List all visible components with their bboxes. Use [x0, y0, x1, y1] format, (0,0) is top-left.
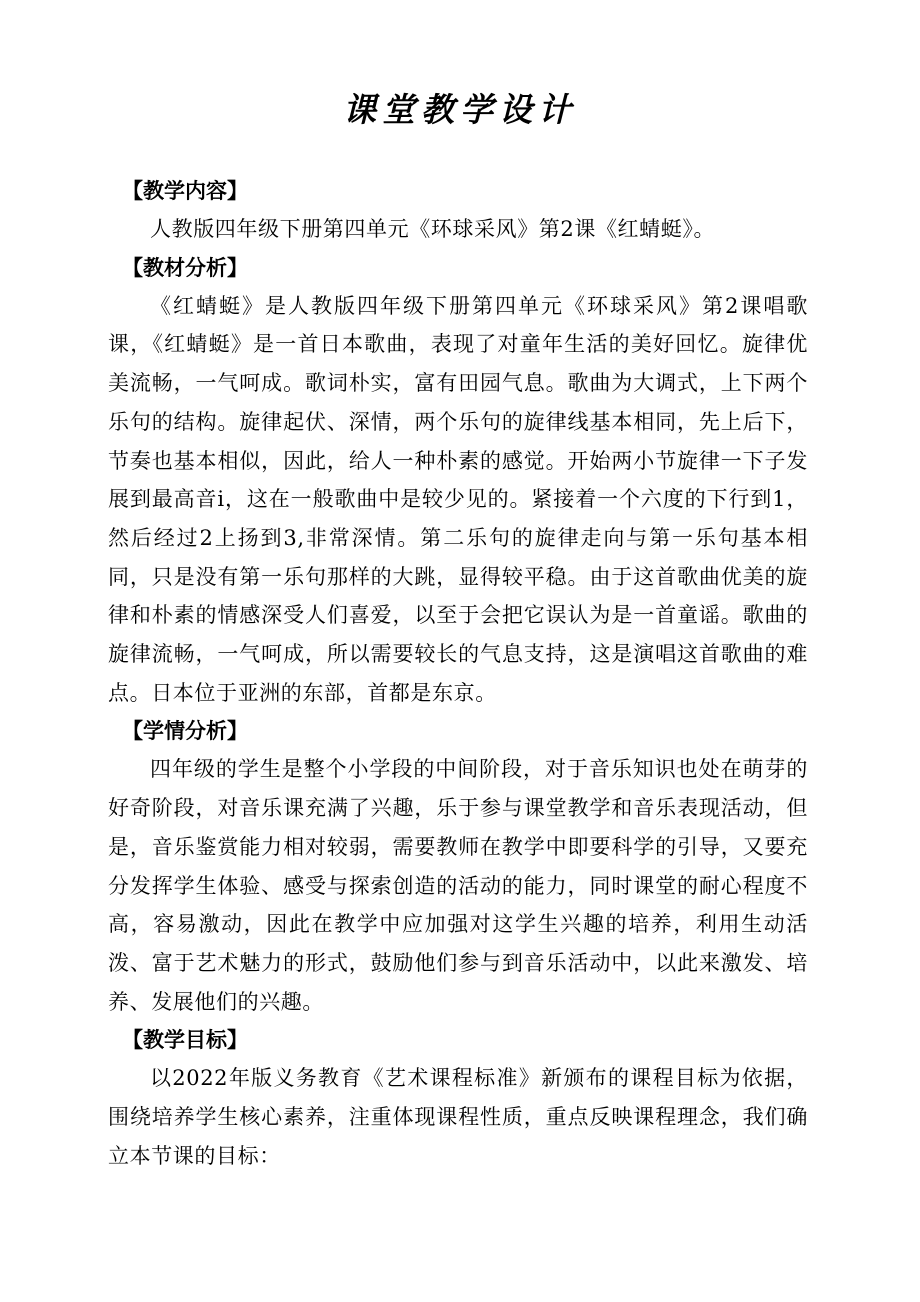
section-teaching-content — [108, 172, 808, 249]
section-paragraph: 四年级的学生是整个小学段的中间阶段，对于音乐知识也处在萌芽的好奇阶段，对音乐课充满了兴趣，乐于参与课堂教学和音乐表现活动，但是，音乐鉴赏能力相对较弱，需要教师在教学中即要科学的引导，又要充分发挥学生体验、感受与探索创造的活动的能力，同时课堂的耐心程度不高，容易激动，因此在教学中应加强对这学生兴趣的培养，利用生动活泼、富于艺术魅力的形式，鼓励他们参与到音乐活动中，以此来激发、培养、发展他们的兴趣。 — [108, 757, 808, 1014]
section-heading: 【教学目标】 — [122, 1028, 248, 1053]
section-heading: 【教材分析】 — [122, 255, 248, 280]
section-material-analysis — [108, 249, 808, 713]
document-body — [108, 172, 808, 1175]
section-teaching-goals — [108, 1021, 808, 1175]
section-paragraph: 以2022年版义务教育《艺术课程标准》新颁布的课程目标为依据，围绕培养学生核心素养，注重体现课程性质，重点反映课程理念，我们确立本节课的目标： — [108, 1066, 808, 1168]
section-heading: 【教学内容】 — [122, 179, 248, 203]
section-paragraph: 人教版四年级下册第四单元《环球采风》第2课《红蜻蜓》。 — [150, 217, 716, 241]
document-title: 课堂教学设计 — [343, 90, 577, 129]
section-paragraph: 《红蜻蜓》是人教版四年级下册第四单元《环球采风》第2课唱歌课，《红蜻蜓》是一首日本歌曲，表现了对童年生活的美好回忆。旋律优美流畅，一气呵成。歌词朴实，富有田园气息。歌曲为大调式，上下两个乐句的结构。旋律起伏、深情，两个乐句的旋律线基本相同，先上后下，节奏也基本相似，因此，给人一种朴素的感觉。开始两小节旋律一下子发展到最高音i，这在一般歌曲中是较少见的。紧接着一个六度的下行到1，然后经过2上扬到3,非常深情。第二乐句的旋律走向与第一乐句基本相同，只是没有第一乐句那样的大跳，显得较平稳。由于这首歌曲优美的旋律和朴素的情感深受人们喜爱，以至于会把它误认为是一首童谣。歌曲的旋律流畅，一气呵成，所以需要较长的气息支持，这是演唱这首歌曲的难点。日本位于亚洲的东部，首都是东京。 — [108, 293, 808, 705]
section-heading: 【学情分析】 — [122, 719, 248, 744]
section-student-analysis — [108, 712, 808, 1021]
